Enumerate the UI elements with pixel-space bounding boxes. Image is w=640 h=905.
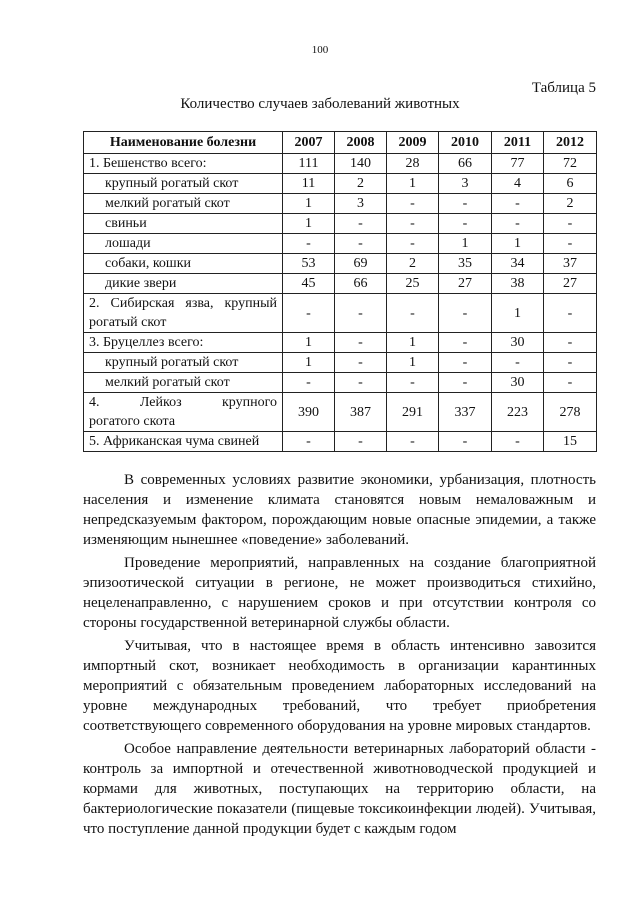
table-label: Таблица 5	[531, 80, 596, 96]
column-header: 2007	[283, 132, 335, 154]
cell-value: 69	[335, 254, 387, 274]
cell-value: 28	[387, 154, 439, 174]
cell-value: 1	[283, 333, 335, 353]
table-row	[84, 254, 597, 274]
table-row	[84, 274, 597, 294]
table-row	[84, 154, 597, 174]
cell-value: 278	[544, 393, 597, 432]
cell-value: -	[387, 373, 439, 393]
table-row	[84, 432, 597, 452]
cell-value: 25	[387, 274, 439, 294]
cell-value: -	[544, 214, 597, 234]
cell-value: 2	[335, 174, 387, 194]
cell-value: 1	[387, 333, 439, 353]
cell-value: 387	[335, 393, 387, 432]
cell-value: 66	[439, 154, 492, 174]
cell-value: -	[439, 333, 492, 353]
table-row	[84, 234, 597, 254]
table-row	[84, 214, 597, 234]
cell-value: 1	[439, 234, 492, 254]
disease-name: мелкий рогатый скот	[84, 194, 283, 214]
cell-value: -	[544, 373, 597, 393]
cell-value: -	[335, 333, 387, 353]
cell-value: -	[387, 432, 439, 452]
cell-value: -	[335, 214, 387, 234]
disease-name-line: 4. Лейкоз крупного	[89, 395, 277, 410]
cell-value: -	[283, 432, 335, 452]
cell-value: 34	[492, 254, 544, 274]
table-row	[84, 194, 597, 214]
cell-value: 1	[283, 353, 335, 373]
cell-value: -	[439, 214, 492, 234]
disease-name: крупный рогатый скот	[84, 353, 283, 373]
column-header: Наименование болезни	[84, 132, 283, 154]
cell-value: -	[283, 294, 335, 333]
column-header: 2008	[335, 132, 387, 154]
cell-value: 37	[544, 254, 597, 274]
cell-value: -	[492, 353, 544, 373]
disease-cases-table	[83, 131, 597, 452]
cell-value: -	[492, 214, 544, 234]
cell-value: 30	[492, 333, 544, 353]
cell-value: 111	[283, 154, 335, 174]
cell-value: 3	[335, 194, 387, 214]
disease-name-line: 2. Сибирская язва, крупный	[89, 296, 277, 311]
cell-value: 140	[335, 154, 387, 174]
cell-value: 6	[544, 174, 597, 194]
cell-value: -	[387, 234, 439, 254]
disease-name: свиньи	[84, 214, 283, 234]
page-number: 100	[311, 44, 329, 56]
cell-value: 15	[544, 432, 597, 452]
cell-value: -	[387, 194, 439, 214]
table-row	[84, 174, 597, 194]
column-header: 2011	[492, 132, 544, 154]
cell-value: 66	[335, 274, 387, 294]
column-header: 2010	[439, 132, 492, 154]
disease-name-line: рогатого скота	[89, 414, 176, 429]
cell-value: 35	[439, 254, 492, 274]
cell-value: 53	[283, 254, 335, 274]
cell-value: -	[387, 294, 439, 333]
cell-value: 1	[283, 194, 335, 214]
cell-value: 30	[492, 373, 544, 393]
cell-value: 2	[544, 194, 597, 214]
table-row	[84, 294, 597, 333]
disease-name-line: рогатый скот	[89, 315, 167, 330]
disease-name: собаки, кошки	[84, 254, 283, 274]
cell-value: -	[492, 432, 544, 452]
table-row	[84, 373, 597, 393]
cell-value: -	[283, 234, 335, 254]
cell-value: -	[544, 234, 597, 254]
cell-value: -	[439, 194, 492, 214]
column-header: 2012	[544, 132, 597, 154]
cell-value: -	[335, 373, 387, 393]
cell-value: 27	[439, 274, 492, 294]
cell-value: 27	[544, 274, 597, 294]
cell-value: -	[544, 294, 597, 333]
disease-name: мелкий рогатый скот	[84, 373, 283, 393]
disease-name	[84, 393, 283, 432]
cell-value: -	[335, 294, 387, 333]
table-row	[84, 333, 597, 353]
cell-value: 4	[492, 174, 544, 194]
disease-name: 1. Бешенство всего:	[84, 154, 283, 174]
paragraph: В современных условиях развитие экономики, урбанизация, плотность населения и изменение климата становятся новым немаловажным и непредсказуемым фактором, порождающим новые опасные эпидемии, а также изменяющим нынешнее «поведение» заболеваний.	[83, 472, 596, 548]
disease-name: крупный рогатый скот	[84, 174, 283, 194]
table-title: Количество случаев заболеваний животных	[180, 96, 460, 112]
disease-name: 5. Африканская чума свиней	[84, 432, 283, 452]
cell-value: -	[439, 353, 492, 373]
column-header: 2009	[387, 132, 439, 154]
cell-value: 77	[492, 154, 544, 174]
cell-value: -	[544, 353, 597, 373]
cell-value: 11	[283, 174, 335, 194]
cell-value: 1	[492, 234, 544, 254]
cell-value: 390	[283, 393, 335, 432]
table-row	[84, 353, 597, 373]
cell-value: -	[335, 432, 387, 452]
cell-value: 45	[283, 274, 335, 294]
disease-name: дикие звери	[84, 274, 283, 294]
cell-value: 1	[283, 214, 335, 234]
cell-value: 1	[387, 174, 439, 194]
cell-value: 223	[492, 393, 544, 432]
cell-value: 3	[439, 174, 492, 194]
table-row	[84, 393, 597, 432]
cell-value: -	[439, 432, 492, 452]
paragraph: Проведение мероприятий, направленных на создание благоприятной эпизоотической ситуации в регионе, не может производиться стихийно, нецеленаправленно, с нарушением сроков и при отсутствии контроля со стороны государственной ветеринарной службы области.	[83, 555, 596, 631]
cell-value: -	[439, 294, 492, 333]
cell-value: -	[439, 373, 492, 393]
paragraph: Особое направление деятельности ветеринарных лабораторий области - контроль за импортной и отечественной животноводческой продукцией и кормами для животных, поступающих на территорию области, на бактериологические показатели (пищевые токсикоинфекции людей). Учитывая, что поступление данной продукции будет с каждым годом	[83, 741, 596, 837]
cell-value: -	[283, 373, 335, 393]
cell-value: -	[335, 234, 387, 254]
cell-value: 337	[439, 393, 492, 432]
disease-name	[84, 294, 283, 333]
cell-value: -	[492, 194, 544, 214]
paragraph: Учитывая, что в настоящее время в область интенсивно завозится импортный скот, возникает необходимость в организации карантинных мероприятий с обязательным проведением лабораторных исследований на уровне международных требований, что требует приобретения соответствующего современного оборудования на уровне мировых стандартов.	[83, 638, 596, 734]
disease-name: 3. Бруцеллез всего:	[84, 333, 283, 353]
table-header-row	[84, 132, 597, 154]
body-text	[83, 470, 596, 842]
cell-value: 72	[544, 154, 597, 174]
cell-value: -	[335, 353, 387, 373]
cell-value: 1	[492, 294, 544, 333]
cell-value: 38	[492, 274, 544, 294]
cell-value: -	[544, 333, 597, 353]
cell-value: 1	[387, 353, 439, 373]
cell-value: 2	[387, 254, 439, 274]
cell-value: 291	[387, 393, 439, 432]
disease-name: лошади	[84, 234, 283, 254]
cell-value: -	[387, 214, 439, 234]
